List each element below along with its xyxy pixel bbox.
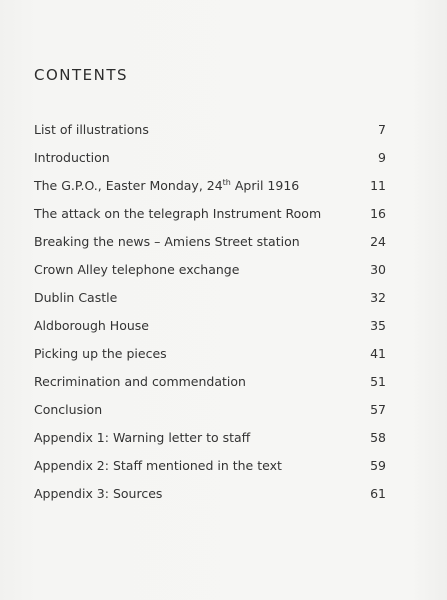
toc-entry-page-number: 59 [370,458,386,473]
toc-entry-aldborough-house [34,316,386,344]
toc-entry-title: Conclusion [34,402,103,417]
toc-entry-picking-up-the-pieces [34,344,386,372]
toc-entry-conclusion [34,400,386,428]
toc-entry-page-number: 61 [370,486,386,501]
toc-entry-gpo-easter-monday [34,176,386,204]
table-of-contents [34,120,386,512]
toc-entry-appendix-1 [34,428,386,456]
toc-entry-title-part: April 1916 [230,178,300,193]
toc-entry-page-number: 16 [370,206,386,221]
toc-entry-page-number: 9 [378,150,386,165]
toc-entry-title: Dublin Castle [34,290,118,305]
toc-entry-introduction [34,148,386,176]
toc-entry-title: Breaking the news – Amiens Street station [34,234,300,249]
toc-entry-title: Appendix 2: Staff mentioned in the text [34,458,282,473]
toc-entry-page-number: 24 [370,234,386,249]
toc-entry-title: The attack on the telegraph Instrument Room [34,206,322,221]
toc-entry-page-number: 51 [370,374,386,389]
toc-entry-page-number: 35 [370,318,386,333]
toc-entry-page-number: 11 [370,178,386,193]
toc-entry-title: Appendix 1: Warning letter to staff [34,430,251,445]
ordinal-suffix: th [222,177,231,187]
toc-entry-page-number: 32 [370,290,386,305]
toc-entry-page-number: 57 [370,402,386,417]
toc-entry-title: List of illustrations [34,122,149,137]
toc-entry-title: Aldborough House [34,318,149,333]
contents-heading: CONTENTS [34,66,129,84]
toc-entry-page-number: 41 [370,346,386,361]
toc-entry-dublin-castle [34,288,386,316]
toc-entry-page-number: 30 [370,262,386,277]
toc-entry-appendix-2 [34,456,386,484]
toc-entry-crown-alley [34,260,386,288]
toc-entry-title: Recrimination and commendation [34,374,246,389]
toc-entry-breaking-the-news [34,232,386,260]
toc-entry-title: Introduction [34,150,110,165]
toc-entry-recrimination [34,372,386,400]
toc-entry-title [34,176,299,196]
toc-entry-page-number: 7 [378,122,386,137]
toc-entry-telegraph-attack [34,204,386,232]
toc-entry-title: Crown Alley telephone exchange [34,262,240,277]
toc-entry-title: Appendix 3: Sources [34,486,163,501]
toc-entry-title: Picking up the pieces [34,346,167,361]
toc-entry-appendix-3 [34,484,386,512]
toc-entry-title-part: The G.P.O., Easter Monday, 24 [34,178,223,193]
toc-entry-page-number: 58 [370,430,386,445]
toc-entry-list-of-illustrations [34,120,386,148]
